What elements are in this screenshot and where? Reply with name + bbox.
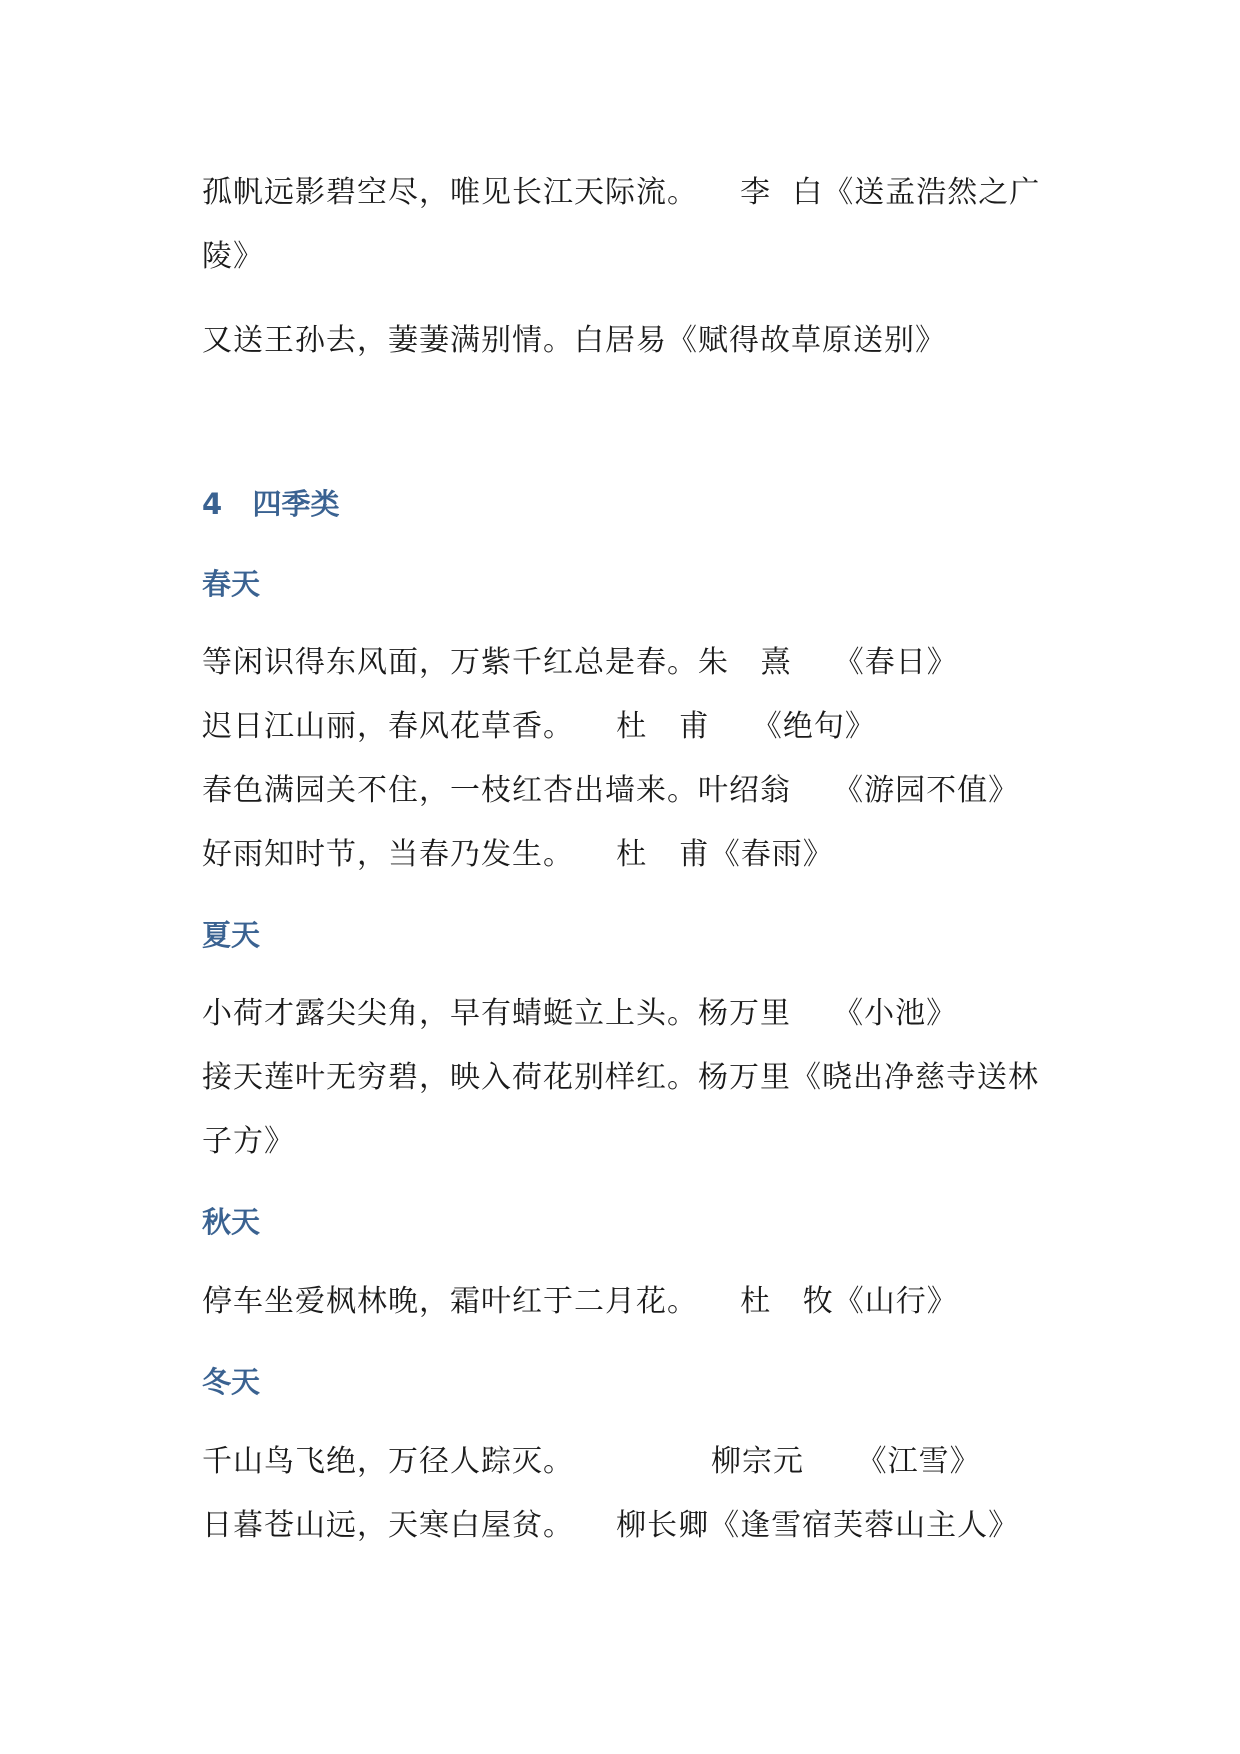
poem-line: 停车坐爱枫林晚，霜叶红于二月花。 杜 牧《山行》	[202, 1284, 958, 1319]
poem-line: 日暮苍山远，天寒白屋贫。 柳长卿《逢雪宿芙蓉山主人》	[202, 1508, 1020, 1543]
poem-line: 迟日江山丽，春风花草香。 杜 甫 《绝句》	[202, 709, 876, 744]
poem-line: 千山鸟飞绝，万径人踪灭。 柳宗元 《江雪》	[202, 1444, 981, 1479]
subsection-heading-summer: 夏天	[202, 918, 261, 952]
section-heading: 4 四季类	[202, 487, 340, 521]
poem-line: 孤帆远影碧空尽，唯见长江天际流。 李 白《送孟浩然之广	[202, 175, 1041, 210]
poem-line: 接天莲叶无穷碧，映入荷花别样红。杨万里《晓出净慈寺送林	[202, 1060, 1039, 1095]
poem-line: 子方》	[202, 1124, 295, 1159]
subsection-heading-autumn: 秋天	[202, 1205, 261, 1239]
poem-line: 又送王孙去，萋萋满别情。白居易《赋得故草原送别》	[202, 323, 946, 358]
poem-line: 好雨知时节，当春乃发生。 杜 甫《春雨》	[202, 837, 834, 872]
poem-line: 小荷才露尖尖角，早有蜻蜓立上头。杨万里 《小池》	[202, 996, 958, 1031]
poem-line: 陵》	[202, 239, 264, 274]
subsection-heading-spring: 春天	[202, 567, 261, 601]
subsection-heading-winter: 冬天	[202, 1365, 261, 1399]
poem-line: 等闲识得东风面，万紫千红总是春。朱 熹 《春日》	[202, 645, 958, 680]
poem-line: 春色满园关不住，一枝红杏出墙来。叶绍翁 《游园不值》	[202, 773, 1020, 808]
